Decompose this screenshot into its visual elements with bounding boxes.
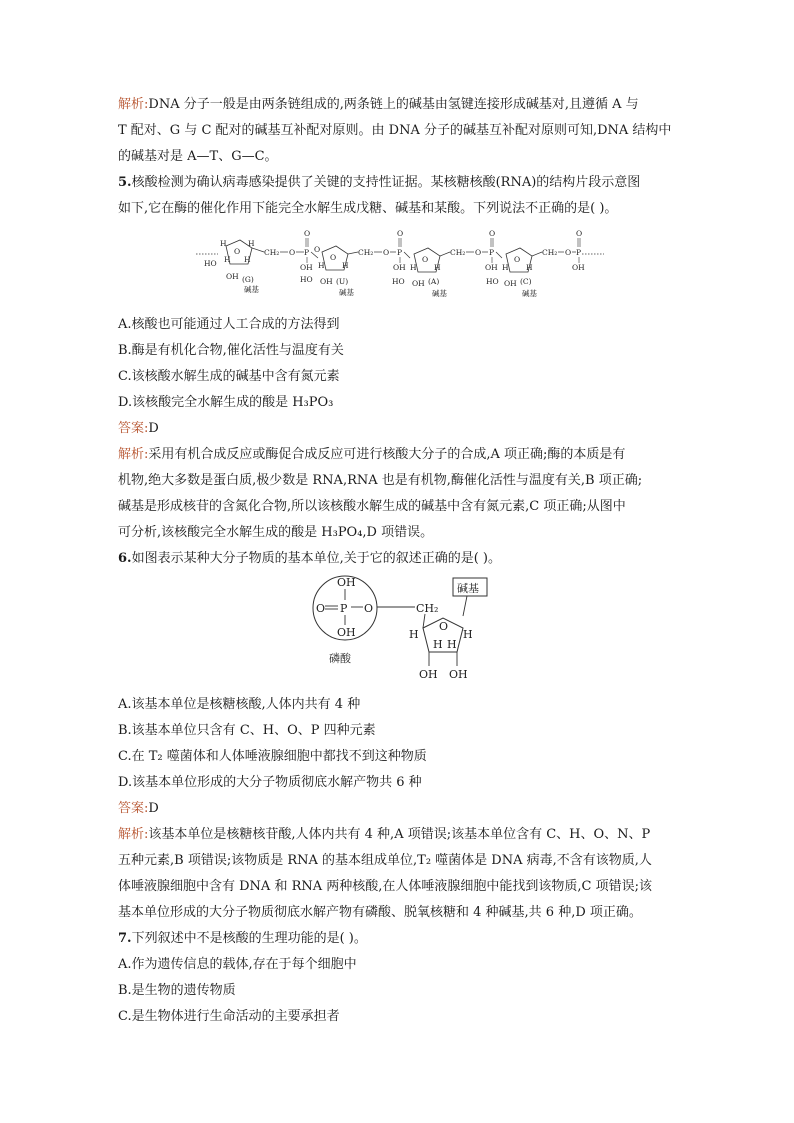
rna-unit-2 <box>300 229 410 297</box>
q6-option-a: A.该基本单位是核糖核酸,人体内共有 4 种 <box>118 697 361 712</box>
base-c: (C) <box>520 277 532 286</box>
q6-option-d: D.该基本单位形成的大分子物质彻底水解产物共 6 种 <box>118 775 422 790</box>
q6-answer <box>118 796 678 822</box>
atom-h: H <box>463 628 473 641</box>
atom-o-link: O <box>475 248 482 257</box>
atom-h: H <box>409 628 419 641</box>
atom-h: H <box>220 239 227 248</box>
q5-stem-text-1: 核酸检测为确认病毒感染提供了关键的支持性证据。某核糖核酸(RNA)的结构片段示意图 <box>131 175 641 190</box>
base-label: 碱基 <box>457 582 479 595</box>
atom-ch2: CH₂ <box>542 248 558 257</box>
phosphate-o-right: O <box>364 602 374 615</box>
q5-option-a: A.核酸也可能通过人工合成的方法得到 <box>118 317 340 332</box>
q6-stem <box>118 546 678 572</box>
q5-analysis-line-2: 机物,绝大多数是蛋白质,极少数是 RNA,RNA 也是有机物,酶催化活性与温度有关,B 项正确; <box>118 473 643 488</box>
atom-o-double: O <box>489 229 496 238</box>
q5-stem-line-2: 如下,它在酶的催化作用下能完全水解生成戊糖、碱基和某酸。下列说法不正确的是( )。 <box>118 201 618 216</box>
atom-ch2: CH₂ <box>450 248 466 257</box>
q5-analysis-text-1: 采用有机合成反应或酶促合成反应可进行核酸大分子的合成,A 项正确;酶的本质是有 <box>148 447 626 462</box>
atom-oh: OH <box>572 263 585 272</box>
phosphate-o-left: O <box>316 602 326 615</box>
rna-structure-diagram <box>196 224 606 308</box>
document-page <box>118 92 678 1030</box>
ring-o-3: O <box>422 255 429 264</box>
q5-stem-line-1 <box>118 170 678 196</box>
base-a: (A) <box>428 277 440 286</box>
q5-analysis-line-3: 碱基是形成核苷的含氮化合物,所以该核酸水解生成的碱基中含有氮元素,C 项正确;从图中 <box>118 499 626 514</box>
base-word-4: 碱基 <box>522 289 537 298</box>
atom-h: H <box>244 255 251 264</box>
base-u: (U) <box>336 277 349 286</box>
atom-ho: HO <box>392 277 405 286</box>
ribose-oh-right: OH <box>449 668 468 681</box>
atom-o-link: O <box>565 248 572 257</box>
atom-h: H <box>447 638 457 651</box>
q6-number: 6. <box>118 551 132 566</box>
ribose-oh-left: OH <box>419 668 438 681</box>
q6-stem-text: 如图表示某种大分子物质的基本单位,关于它的叙述正确的是( )。 <box>131 551 501 566</box>
atom-p: P <box>304 248 310 257</box>
atom-h: H <box>248 239 255 248</box>
rna-unit-1 <box>204 229 321 294</box>
q4-analysis-label: 解析: <box>118 97 149 112</box>
atom-h: H <box>410 263 417 272</box>
atom-h: H <box>433 638 443 651</box>
atom-ch2: CH₂ <box>416 602 439 615</box>
atom-ch2: CH₂ <box>264 248 280 257</box>
atom-o-double: O <box>304 229 311 238</box>
q7-stem-text: 下列叙述中不是核酸的生理功能的是( )。 <box>131 931 367 946</box>
base-word-3: 碱基 <box>432 289 447 298</box>
q6-analysis-line-3: 体唾液腺细胞中含有 DNA 和 RNA 两种核酸,在人体唾液腺细胞中能找到该物质,C 项错误;该 <box>118 879 652 894</box>
ring-o-2: O <box>330 253 337 262</box>
q7-number: 7. <box>118 931 132 946</box>
q5-number: 5. <box>118 175 132 190</box>
q6-answer-value: D <box>148 801 159 816</box>
q5-answer <box>118 416 678 442</box>
atom-oh: OH <box>393 263 406 272</box>
q5-option-b: B.酶是有机化合物,催化活性与温度有关 <box>118 343 344 358</box>
q5-analysis-line-4: 可分析,该核酸完全水解生成的酸是 H₃PO₄,D 项错误。 <box>118 525 434 540</box>
q5-analysis-line-1 <box>118 442 678 468</box>
atom-o-link: O <box>383 248 390 257</box>
atom-oh: OH <box>485 263 498 272</box>
q5-option-d: D.该核酸完全水解生成的酸是 H₃PO₃ <box>118 395 334 410</box>
ribose-o: O <box>439 620 449 633</box>
q6-analysis-line-4: 基本单位形成的大分子物质彻底水解产物有磷酸、脱氧核糖和 4 种碱基,共 6 种,D 项正确。 <box>118 905 642 920</box>
q4-analysis-text-1: DNA 分子一般是由两条链组成的,两条链上的碱基由氢键连接形成碱基对,且遵循 A 与 <box>148 97 639 112</box>
atom-h: H <box>502 263 509 272</box>
phosphate-oh-bottom: OH <box>337 626 356 639</box>
base-word-2: 碱基 <box>339 288 354 297</box>
ring-o-4: O <box>514 255 521 264</box>
base-g: (G) <box>242 275 254 284</box>
q5-option-c: C.该核酸水解生成的碱基中含有氮元素 <box>118 369 340 384</box>
atom-oh: OH <box>300 263 313 272</box>
q6-analysis-line-1 <box>118 822 678 848</box>
atom-p: P <box>576 248 582 257</box>
atom-o-double: O <box>397 229 404 238</box>
atom-ho: HO <box>204 259 217 268</box>
atom-ho: HO <box>486 277 499 286</box>
atom-o: O <box>314 245 321 254</box>
atom-ho: HO <box>300 275 313 284</box>
atom-ch2: CH₂ <box>358 248 374 257</box>
atom-h: H <box>434 263 441 272</box>
q4-analysis-line-3: 的碱基对是 A—T、G—C。 <box>118 149 278 164</box>
nucleotide-figure <box>118 572 678 692</box>
nucleotide-diagram <box>311 572 501 690</box>
q5-answer-label: 答案: <box>118 421 149 436</box>
phosphate-label: 磷酸 <box>329 652 351 665</box>
q6-analysis-text-1: 该基本单位是核糖核苷酸,人体内共有 4 种,A 项错误;该基本单位含有 C、H、O、N、P <box>148 827 651 842</box>
q6-option-b: B.该基本单位只含有 C、H、O、P 四种元素 <box>118 723 376 738</box>
atom-h: H <box>318 261 325 270</box>
atom-h: H <box>224 255 231 264</box>
atom-o-link: O <box>289 248 296 257</box>
rna-unit-3 <box>392 229 502 298</box>
atom-oh: OH <box>320 277 333 286</box>
q5-answer-value: D <box>148 421 159 436</box>
q7-option-b: B.是生物的遗传物质 <box>118 983 236 998</box>
q6-answer-label: 答案: <box>118 801 149 816</box>
atom-oh: OH <box>504 279 517 288</box>
atom-h: H <box>526 263 533 272</box>
q6-analysis-line-2: 五种元素,B 项错误;该物质是 RNA 的基本组成单位,T₂ 噬菌体是 DNA 病毒,不含有该物质,人 <box>118 853 652 868</box>
phosphate-p: P <box>340 602 348 615</box>
atom-oh: OH <box>412 279 425 288</box>
atom-o-double: O <box>576 229 583 238</box>
q6-option-c: C.在 T₂ 噬菌体和人体唾液腺细胞中都找不到这种物质 <box>118 749 427 764</box>
rna-unit-4 <box>486 229 585 298</box>
atom-h: H <box>342 261 349 270</box>
q5-analysis-label: 解析: <box>118 447 149 462</box>
atom-p: P <box>489 248 495 257</box>
atom-oh: OH <box>226 272 239 281</box>
rna-fragment-figure <box>118 224 678 308</box>
q7-stem <box>118 926 678 952</box>
atom-p: P <box>397 248 403 257</box>
base-word-1: 碱基 <box>244 285 259 294</box>
q7-option-a: A.作为遗传信息的载体,存在于每个细胞中 <box>118 957 357 972</box>
ring-o-1: O <box>234 247 241 256</box>
q7-option-c: C.是生物体进行生命活动的主要承担者 <box>118 1009 340 1024</box>
q4-analysis-line-2: T 配对、G 与 C 配对的碱基互补配对原则。由 DNA 分子的碱基互补配对原则可知,DNA 结构中 <box>118 123 672 138</box>
q4-analysis-line-1 <box>118 92 678 118</box>
phosphate-oh-top: OH <box>337 576 356 589</box>
q6-analysis-label: 解析: <box>118 827 149 842</box>
